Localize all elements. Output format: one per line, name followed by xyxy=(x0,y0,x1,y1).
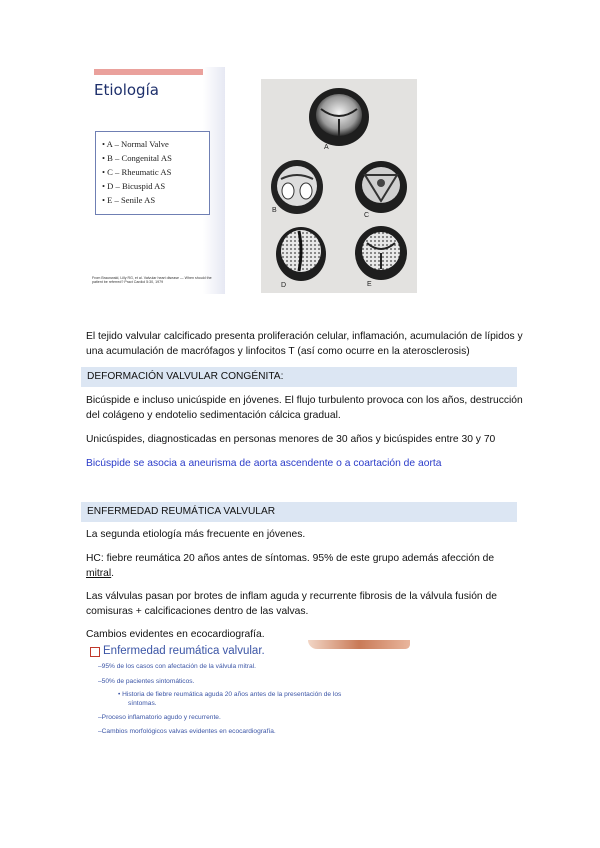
paragraph-bicuspid-1: Bicúspide e incluso unicúspide en jóvenes. El flujo turbulento provoca con los años, destrucción xyxy=(86,395,523,406)
valve-label-e: E xyxy=(367,281,372,288)
etiology-slide-image xyxy=(86,67,225,294)
rheumatic-slide-image xyxy=(86,640,410,740)
paragraph-valve-flares-1: Las válvulas pasan por brotes de inflam aguda y recurrente fibrosis de la válvula fusión de xyxy=(86,591,497,602)
slide2-line-6: –Cambios morfológicos valvas evidentes en ecocardiografía. xyxy=(98,728,276,735)
slide2-line-3: • Historia de fiebre reumática aguda 20 años antes de la presentación de los xyxy=(118,691,342,698)
paragraph-calcified-tissue-2: una acumulación de macrófagos y linfocitos T (así como ocurre en la aterosclerosis) xyxy=(86,346,470,357)
valve-c xyxy=(355,161,407,219)
section-header-rheumatic xyxy=(81,502,517,522)
slide-list-box xyxy=(95,131,210,215)
paragraph-calcified-tissue-1: El tejido valvular calcificado presenta proliferación celular, inflamación, acumulación de lípidos y xyxy=(86,331,523,342)
valve-b xyxy=(271,160,323,214)
slide2-line-4: síntomas. xyxy=(128,700,157,707)
slide2-line-5: –Proceso inflamatorio agudo y recurrente. xyxy=(98,714,221,721)
slide-item-e: • E – Senile AS xyxy=(102,195,156,205)
paragraph-valve-flares-2: comisuras + calcificaciones dentro de las valvas. xyxy=(86,606,309,617)
valve-label-a: A xyxy=(324,144,329,151)
paragraph-hc-fever-1: HC: fiebre reumática 20 años antes de síntomas. 95% de este grupo además afección de xyxy=(86,553,495,564)
slide-title: Etiología xyxy=(94,81,159,99)
section-header-congenital xyxy=(81,367,517,387)
valve-label-c: C xyxy=(364,212,370,219)
slide2-line-2: –50% de pacientes sintomáticos. xyxy=(98,678,195,685)
paragraph-bicuspid-2: del colágeno y endotelio sedimentación cálcica gradual. xyxy=(86,410,341,421)
valve-drawings xyxy=(261,79,417,293)
section-header-congenital-label: DEFORMACIÓN VALVULAR CONGÉNITA: xyxy=(87,371,284,382)
slide2-decoration xyxy=(308,640,410,649)
slide-item-c: • C – Rheumatic AS xyxy=(102,167,172,177)
slide2-line-1: –95% de los casos con afectación de la válvula mitral. xyxy=(98,663,256,670)
aortic-valve-illustration xyxy=(261,79,417,293)
section-header-rheumatic-label: ENFERMEDAD REUMÁTICA VALVULAR xyxy=(87,506,276,517)
paragraph-bicuspid-aneurysm: Bicúspide se asocia a aneurisma de aorta ascendente o a coartación de aorta xyxy=(86,458,442,469)
valve-a xyxy=(309,88,369,151)
slide-item-a: • A – Normal Valve xyxy=(102,139,169,149)
paragraph-hc-fever-2 xyxy=(86,566,114,582)
slide-footnote: From Braunwald, Lilly RG, et al. Valvular heart disease — When should the patient be referred? Pract Cardiol 5:30, 1979 xyxy=(92,276,212,284)
slide-item-b: • B – Congenital AS xyxy=(102,153,172,163)
mitral-word: mitral xyxy=(86,568,112,579)
valve-label-b: B xyxy=(272,207,277,214)
valve-e xyxy=(355,226,407,288)
valve-label-d: D xyxy=(281,282,287,289)
paragraph-echo-changes: Cambios evidentes en ecocardiografía. xyxy=(86,629,265,640)
checkbox-bullet-icon xyxy=(90,647,100,657)
slide-item-d: • D – Bicuspid AS xyxy=(102,181,166,191)
slide2-header: Enfermedad reumática valvular. xyxy=(103,645,265,657)
valve-d xyxy=(276,227,326,289)
paragraph-second-etiology: La segunda etiología más frecuente en jóvenes. xyxy=(86,529,306,540)
paragraph-unicuspid: Unicúspides, diagnosticadas en personas menores de 30 años y bicúspides entre 30 y 70 xyxy=(86,434,496,445)
mitral-period: . xyxy=(111,568,115,579)
